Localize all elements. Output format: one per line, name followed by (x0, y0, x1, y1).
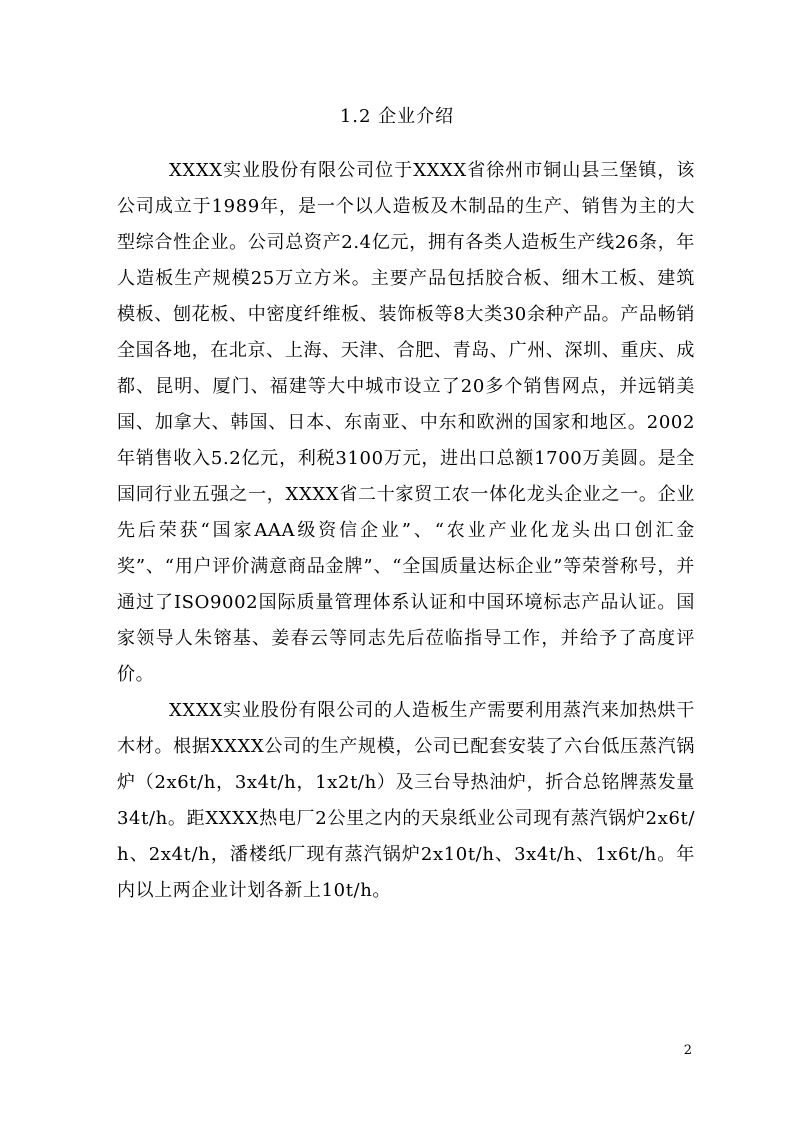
page-number: 2 (683, 1043, 692, 1058)
section-heading: 1.2 企业介绍 (339, 106, 455, 127)
paragraph-company-introduction: XXXX实业股份有限公司位于XXXX省徐州市铜山县三堡镇，该公司成立于1989年，是一个以人造板及木制品的生产、销售为主的大型综合性企业。公司总资产2.4亿元，拥有各类人造板生产线26条，年人造板生产规模25万立方米。主要产品包括胶合板、细木工板、建筑模板、刨花板、中密度纤维板、装饰板等8大类30余种产品。产品畅销全国各地，在北京、上海、天津、合肥、青岛、广州、深圳、重庆、成都、昆明、厦门、福建等大中城市设立了20多个销售网点，并远销美国、加拿大、韩国、日本、东南亚、中东和欧洲的国家和地区。2002年销售收入5.2亿元，利税3100万元，进出口总额1700万美圆。是全国同行业五强之一，XXXX省二十家贸工农一体化龙头企业之一。企业先后荣获“国家AAA级资信企业”、“农业产业化龙头出口创汇金奖”、“用户评价满意商品金牌”、“全国质量达标企业”等荣誉称号，并通过了ISO9002国际质量管理体系认证和中国环境标志产品认证。国家领导人朱镕基、姜春云等同志先后莅临指导工作，并给予了高度评价。 (117, 160, 695, 685)
document-body (117, 153, 695, 909)
paragraph-steam-supply: XXXX实业股份有限公司的人造板生产需要利用蒸汽来加热烘干木材。根据XXXX公司的生产规模，公司已配套安装了六台低压蒸汽锅炉（2x6t/h，3x4t/h，1x2t/h）及三台导热油炉，折合总铭牌蒸发量34t/h。距XXXX热电厂2公里之内的天泉纸业公司现有蒸汽锅炉2x6t/h、2x4t/h，潘楼纸厂现有蒸汽锅炉2x10t/h、3x4t/h、1x6t/h。年内以上两企业计划各新上10t/h。 (117, 700, 695, 901)
